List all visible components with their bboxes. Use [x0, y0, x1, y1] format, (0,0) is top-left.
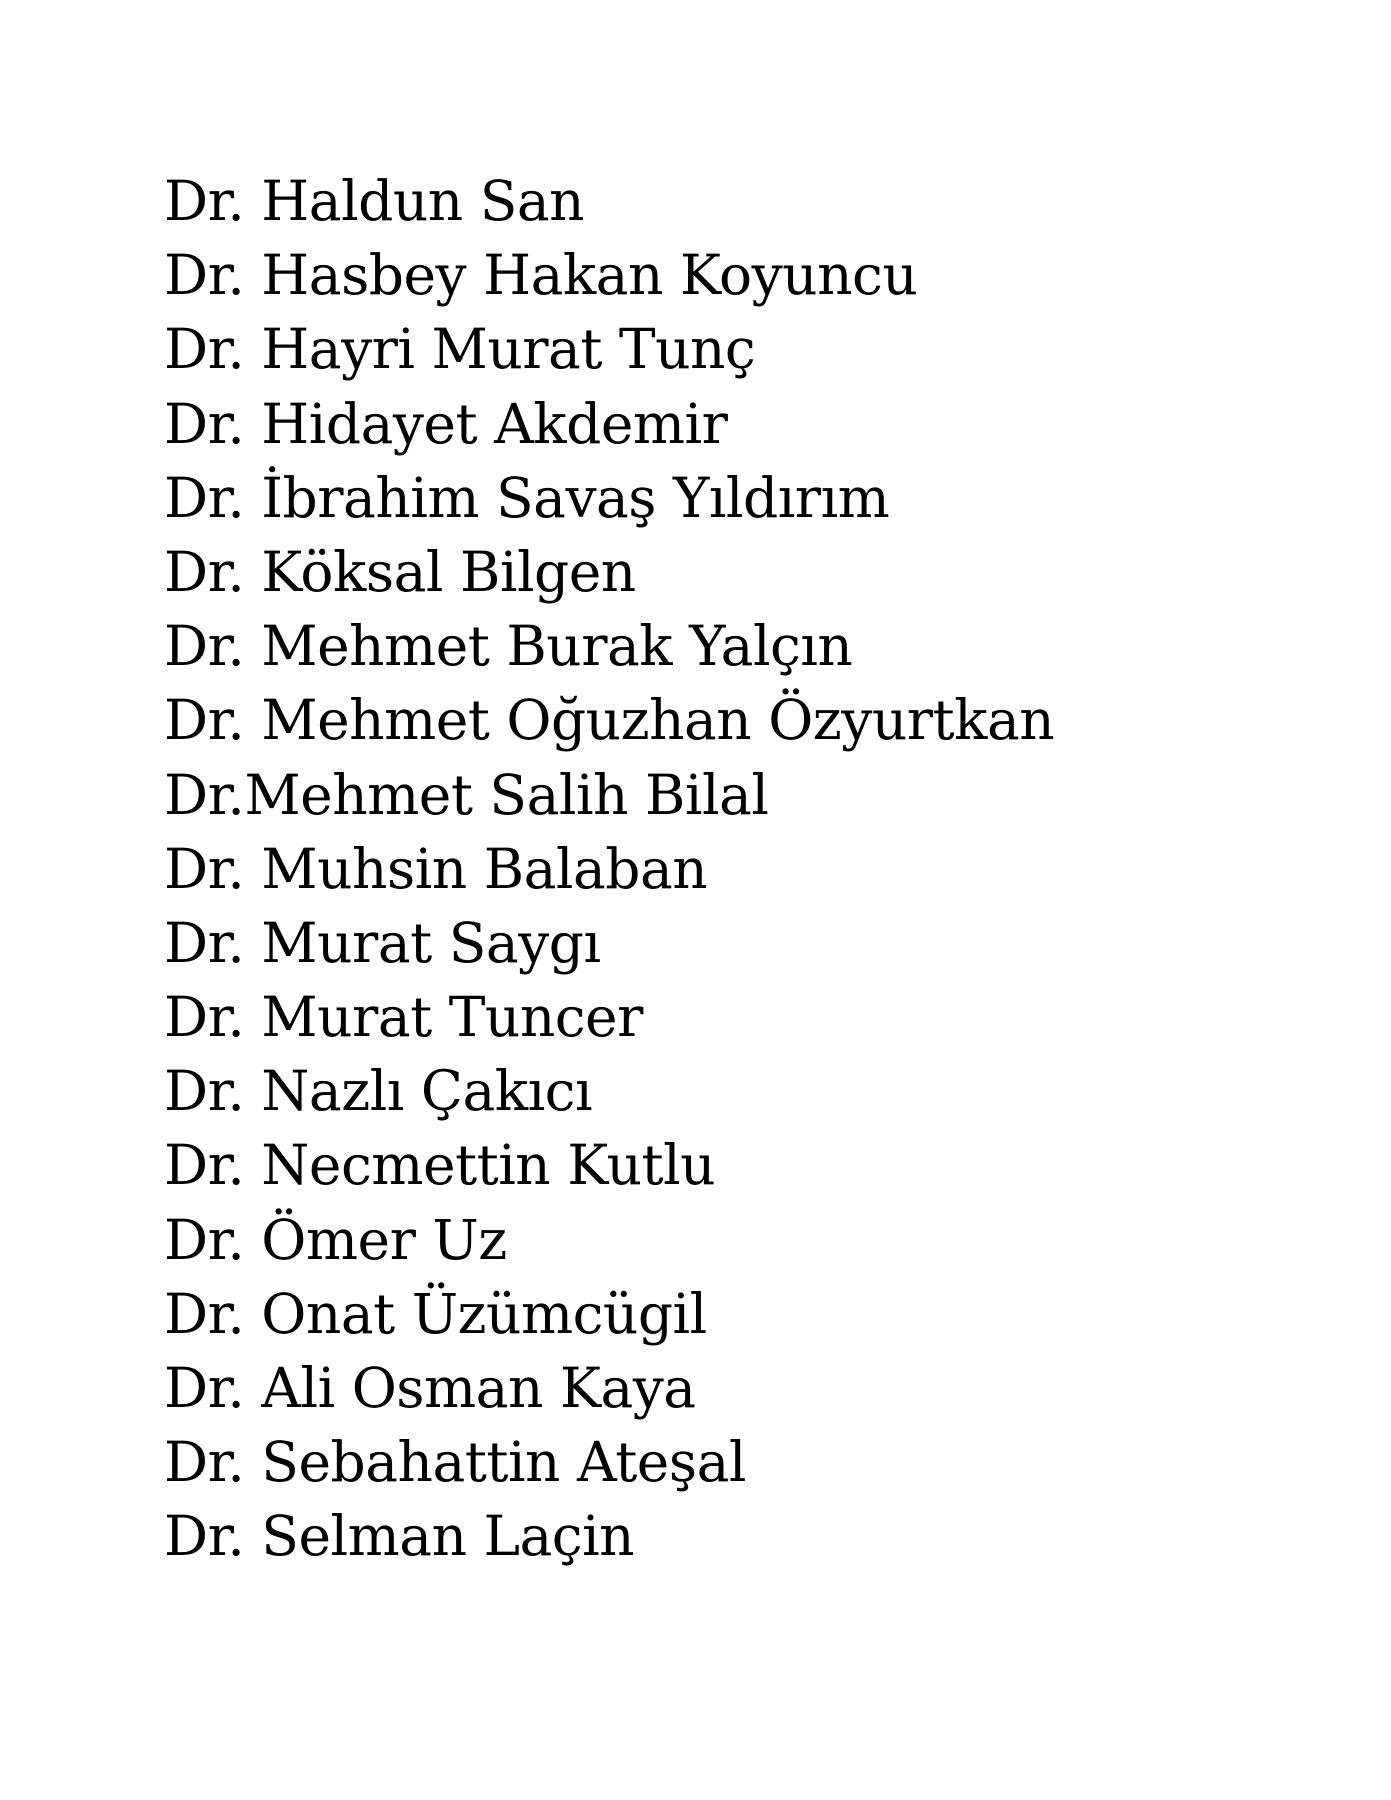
list-item: Dr. Mehmet Burak Yalçın: [164, 614, 853, 679]
list-item: Dr. Mehmet Oğuzhan Özyurtkan: [164, 688, 1055, 753]
list-item: Dr. Ömer Uz: [164, 1207, 507, 1272]
list-item: Dr. Selman Laçin: [164, 1504, 635, 1569]
list-item: Dr.Mehmet Salih Bilal: [164, 762, 769, 827]
list-item: Dr. Sebahattin Ateşal: [164, 1430, 746, 1495]
list-item: Dr. Nazlı Çakıcı: [164, 1059, 593, 1124]
list-item: Dr. İbrahim Savaş Yıldırım: [164, 465, 890, 530]
list-item: Dr. Köksal Bilgen: [164, 539, 636, 604]
name-list: [164, 164, 1054, 1574]
list-item: Dr. Muhsin Balaban: [164, 836, 708, 901]
list-item: Dr. Hayri Murat Tunç: [164, 317, 756, 382]
list-item: Dr. Onat Üzümcügil: [164, 1281, 707, 1346]
list-item: Dr. Haldun San: [164, 169, 585, 233]
list-item: Dr. Murat Saygı: [164, 910, 601, 975]
list-item: Dr. Hidayet Akdemir: [164, 391, 728, 456]
list-item: Dr. Murat Tuncer: [164, 985, 643, 1050]
list-item: Dr. Hasbey Hakan Koyuncu: [164, 243, 918, 308]
list-item: Dr. Ali Osman Kaya: [164, 1356, 696, 1420]
list-item: Dr. Necmettin Kutlu: [164, 1133, 716, 1198]
